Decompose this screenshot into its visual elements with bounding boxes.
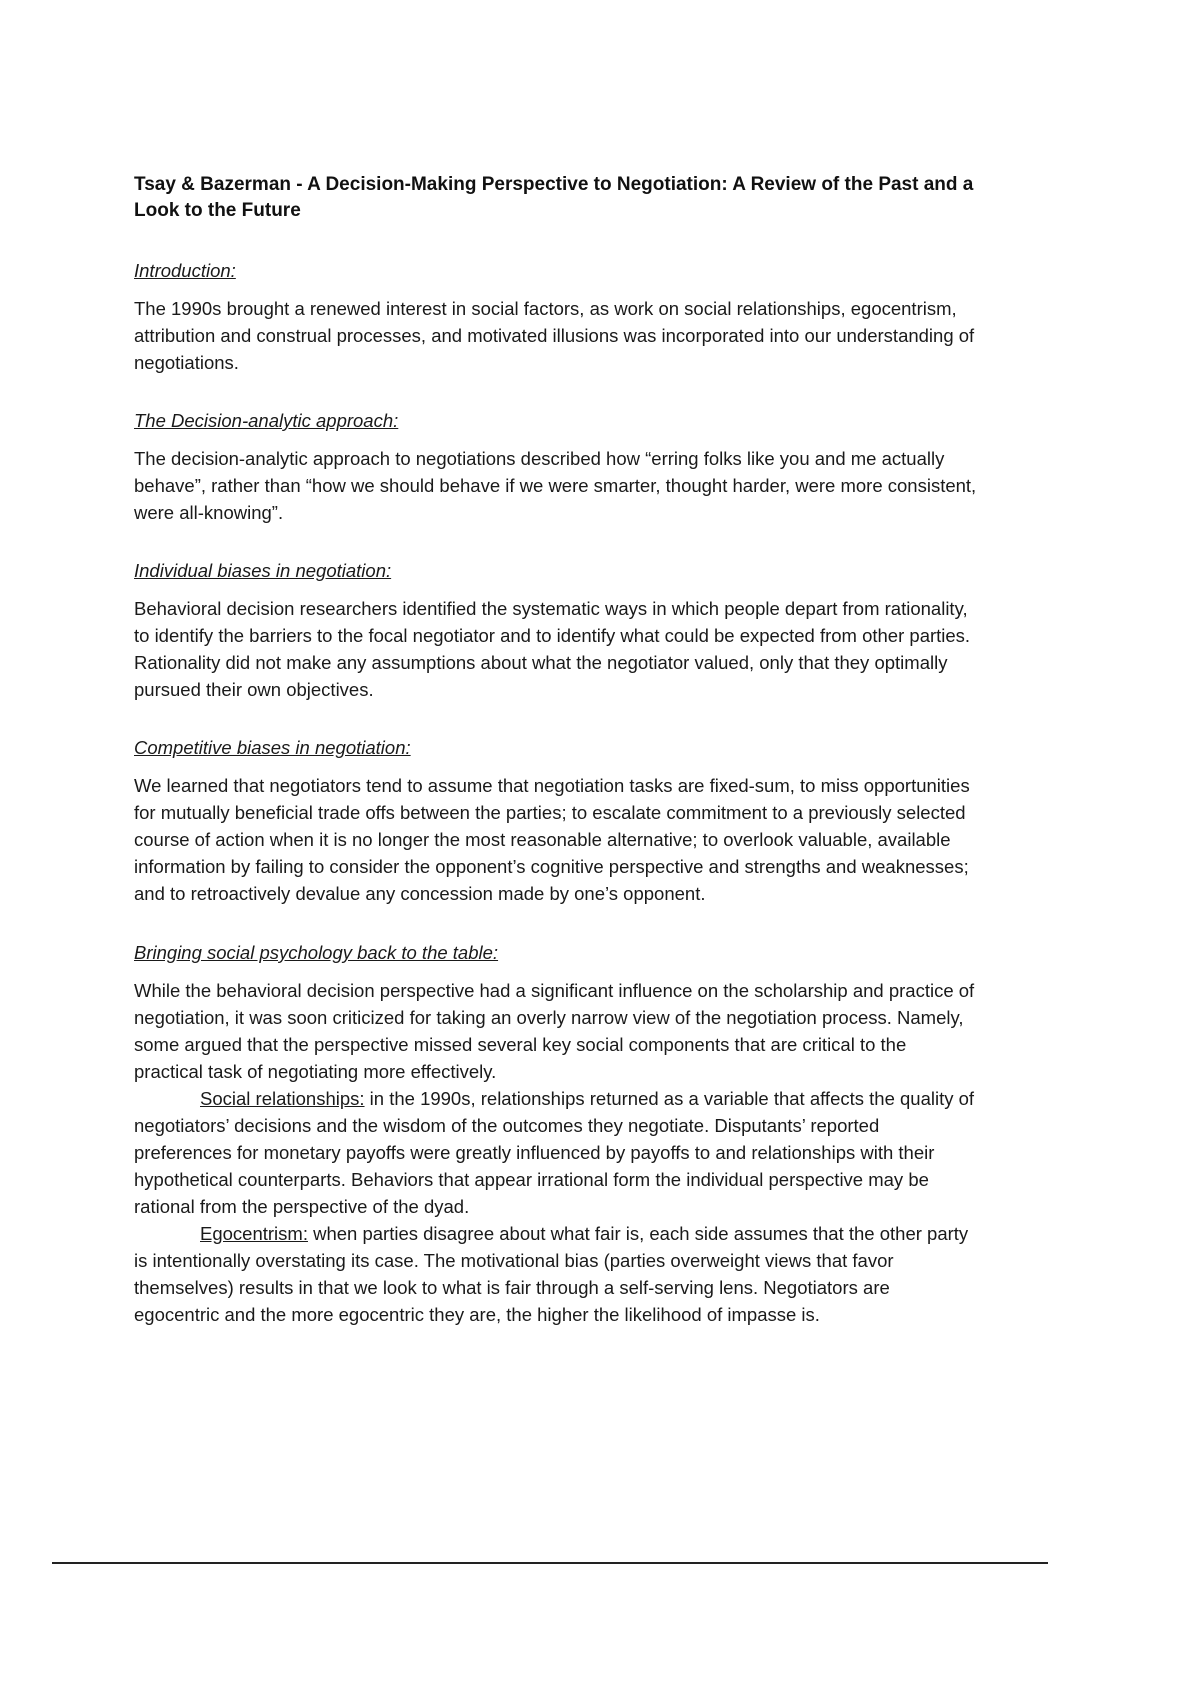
section-paragraph: We learned that negotiators tend to assume that negotiation tasks are fixed-sum, to miss opportunities for mutually beneficial trade offs between the parties; to escalate commitment to a previously selected course of action when it is no longer the most reasonable alternative; to overlook valuable, available information by failing to consider the opponent’s cognitive perspective and strengths and weaknesses; and to retroactively devalue any concession made by one’s opponent. <box>134 775 970 904</box>
subsection-text: when parties disagree about what fair is, each side assumes that the other party is intentionally overstating its case. The motivational bias (parties overweight views that favor themselves) results in that we look to what is fair through a self-serving lens. Negotiators are egocentric and the more egocentric they are, the higher the likelihood of impasse is. <box>134 1223 969 1325</box>
section-individual-biases <box>134 558 980 703</box>
section-paragraph: The decision-analytic approach to negotiations described how “erring folks like you and me actually behave”, rather than “how we should behave if we were smarter, thought harder, were more consistent, were all-knowing”. <box>134 448 977 523</box>
section-heading: Individual biases in negotiation: <box>134 560 392 581</box>
section-paragraph: The 1990s brought a renewed interest in social factors, as work on social relationships, egocentrism, attribution and construal processes, and motivated illusions was incorporated into our understanding of negotiations. <box>134 298 975 373</box>
section-heading: Bringing social psychology back to the table: <box>134 942 499 963</box>
page-bottom-divider <box>52 1562 1048 1564</box>
section-heading: Competitive biases in negotiation: <box>134 737 411 758</box>
section-social-psychology <box>134 940 980 1328</box>
document-page <box>134 172 980 1360</box>
subsection-term: Social relationships: <box>200 1088 365 1109</box>
section-decision-analytic-approach <box>134 408 980 526</box>
section-paragraph: Behavioral decision researchers identified the systematic ways in which people depart from rationality, to identify the barriers to the focal negotiator and to identify what could be expected from other parties. Rationality did not make any assumptions about what the negotiator valued, only that they optimally pursued their own objectives. <box>134 598 971 700</box>
section-introduction <box>134 258 980 376</box>
section-heading: Introduction: <box>134 260 236 281</box>
document-title: Tsay & Bazerman - A Decision-Making Perspective to Negotiation: A Review of the Past and a Look to the Future <box>134 174 974 221</box>
subsection-social-relationships <box>134 1085 980 1220</box>
section-heading: The Decision-analytic approach: <box>134 410 399 431</box>
subsection-egocentrism <box>134 1220 980 1328</box>
section-competitive-biases <box>134 735 980 907</box>
subsection-term: Egocentrism: <box>200 1223 308 1244</box>
section-paragraph: While the behavioral decision perspective had a significant influence on the scholarship and practice of negotiation, it was soon criticized for taking an overly narrow view of the negotiation process. Namely, some argued that the perspective missed several key social components that are critical to the practical task of negotiating more effectively. <box>134 980 975 1082</box>
subsection-text: in the 1990s, relationships returned as a variable that affects the quality of negotiators’ decisions and the wisdom of the outcomes they negotiate. Disputants’ reported preferences for monetary payoffs were greatly influenced by payoffs to and relationships with their hypothetical counterparts. Behaviors that appear irrational form the individual perspective may be rational from the perspective of the dyad. <box>134 1088 975 1217</box>
